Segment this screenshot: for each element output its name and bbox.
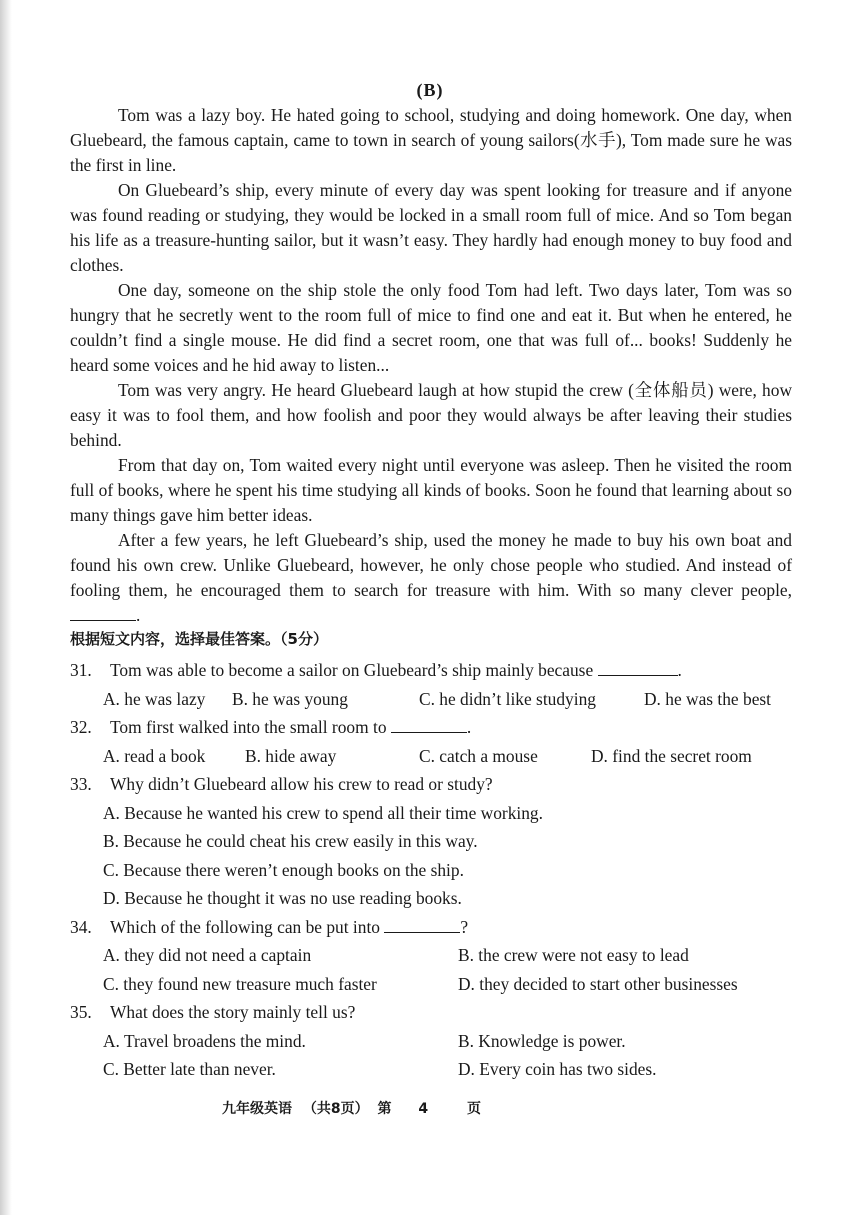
option-row [70, 856, 800, 885]
question-number: 33. [70, 774, 92, 794]
option-c[interactable]: C. Because there weren’t enough books on the ship. [103, 859, 464, 880]
option-row [70, 742, 800, 771]
option-row [70, 1055, 800, 1084]
question-number: 31. [70, 660, 92, 680]
option-a[interactable]: A. he was lazy [103, 688, 206, 709]
answer-blank [384, 914, 460, 933]
option-d[interactable]: D. he was the best [644, 688, 772, 709]
option-b[interactable]: B. he was young [232, 688, 348, 709]
option-row [70, 827, 800, 856]
option-d[interactable]: D. find the secret room [591, 745, 752, 766]
option-row [70, 685, 800, 714]
passage-text: After a few years, he left Gluebeard’s ship, used the money he made to buy his own boat and found his own crew. Unlike Gluebeard, however, he only chose people who studied. And instead of fooling them, he encouraged them to search for treasure with him. With so many clever people, [70, 530, 792, 600]
answer-blank [598, 657, 678, 676]
footer-total-pages: （共8页） [302, 1101, 369, 1117]
option-a[interactable]: A. Because he wanted his crew to spend all their time working. [103, 802, 543, 823]
option-row [70, 941, 800, 970]
option-d[interactable]: D. Because he thought it was no use reading books. [103, 888, 462, 908]
stem-end: . [677, 660, 682, 680]
option-d[interactable]: D. Every coin has two sides. [458, 1059, 657, 1079]
option-d[interactable]: D. they decided to start other businesses [458, 973, 738, 994]
footer-subject: 九年级英语 [222, 1101, 292, 1117]
option-b[interactable]: B. Because he could cheat his crew easily in this way. [103, 831, 478, 851]
question-stem [70, 770, 800, 799]
option-row [70, 799, 800, 828]
question-stem [70, 913, 800, 942]
question-number: 34. [70, 916, 92, 937]
passage-paragraph: Tom was a lazy boy. He hated going to school, studying and doing homework. One day, when Gluebeard, the famous captain, came to town in search of young sailors(水手), Tom made sure he was the first in line. [70, 105, 792, 175]
passage-paragraph-last [70, 528, 792, 628]
option-b[interactable]: B. hide away [245, 745, 337, 766]
question-text: Tom was able to become a sailor on Gluebeard’s ship mainly because [110, 660, 594, 680]
question-text: Tom first walked into the small room to [110, 717, 387, 737]
footer-page-prefix: 第 [377, 1101, 392, 1117]
option-row [70, 884, 800, 913]
option-c[interactable]: C. catch a mouse [419, 745, 538, 766]
question-number: 35. [70, 1002, 92, 1022]
footer-page-number: 4 [418, 1101, 429, 1117]
option-b[interactable]: B. the crew were not easy to lead [458, 945, 689, 965]
section-label: (B) [416, 80, 444, 100]
footer-page-suffix: 页 [467, 1101, 481, 1117]
question-stem [70, 998, 800, 1027]
question-list [70, 656, 800, 1084]
question-text: Which of the following can be put into [110, 916, 380, 937]
question-stem [70, 713, 800, 742]
page-footer [222, 1098, 522, 1118]
option-b[interactable]: B. Knowledge is power. [458, 1030, 626, 1051]
answer-blank [70, 604, 136, 621]
passage-paragraph: Tom was very angry. He heard Gluebeard laugh at how stupid the crew (全体船员) were, how easy it was to fool them, and how foolish and poor they would always be after leaving their studies behind. [70, 380, 792, 450]
scan-edge-shadow [0, 0, 12, 1215]
option-c[interactable]: C. they found new treasure much faster [103, 973, 377, 994]
reading-passage [70, 103, 792, 628]
option-row [70, 1027, 800, 1056]
question-number: 32. [70, 717, 92, 737]
question-stem [70, 656, 800, 685]
option-row [70, 970, 800, 999]
option-a[interactable]: A. they did not need a captain [103, 945, 312, 965]
option-c[interactable]: C. he didn’t like studying [419, 688, 596, 709]
stem-end: . [466, 717, 472, 737]
stem-end: ? [460, 916, 469, 937]
passage-paragraph: One day, someone on the ship stole the only food Tom had left. Two days later, Tom was so hungry that he secretly went to the room full of mice to find one and eat it. But when he entered, he couldn’t find a single mouse. He did find a secret room, one that was full of... books! Suddenly he heard some voices and he hid away to listen... [70, 280, 792, 375]
passage-end: . [136, 605, 141, 625]
question-text: Why didn’t Gluebeard allow his crew to read or study? [110, 774, 493, 794]
passage-paragraph: On Gluebeard’s ship, every minute of every day was spent looking for treasure and if anyone was found reading or studying, they would be locked in a small room full of mice. And so Tom began his life as a treasure-hunting sailor, but it wasn’t easy. They hardly had enough money to buy food and clothes. [70, 180, 792, 275]
question-text: What does the story mainly tell us? [110, 1002, 356, 1022]
passage-paragraph: From that day on, Tom waited every night until everyone was asleep. Then he visited the room full of books, where he spent his time studying all kinds of books. Soon he found that learning about so many things gave him better ideas. [70, 455, 792, 525]
option-c[interactable]: C. Better late than never. [103, 1059, 276, 1079]
option-a[interactable]: A. Travel broadens the mind. [103, 1030, 306, 1051]
instruction-text: 根据短文内容，选择最佳答案。（5分） [70, 630, 328, 648]
option-a[interactable]: A. read a book [103, 745, 206, 766]
answer-blank [391, 714, 467, 733]
